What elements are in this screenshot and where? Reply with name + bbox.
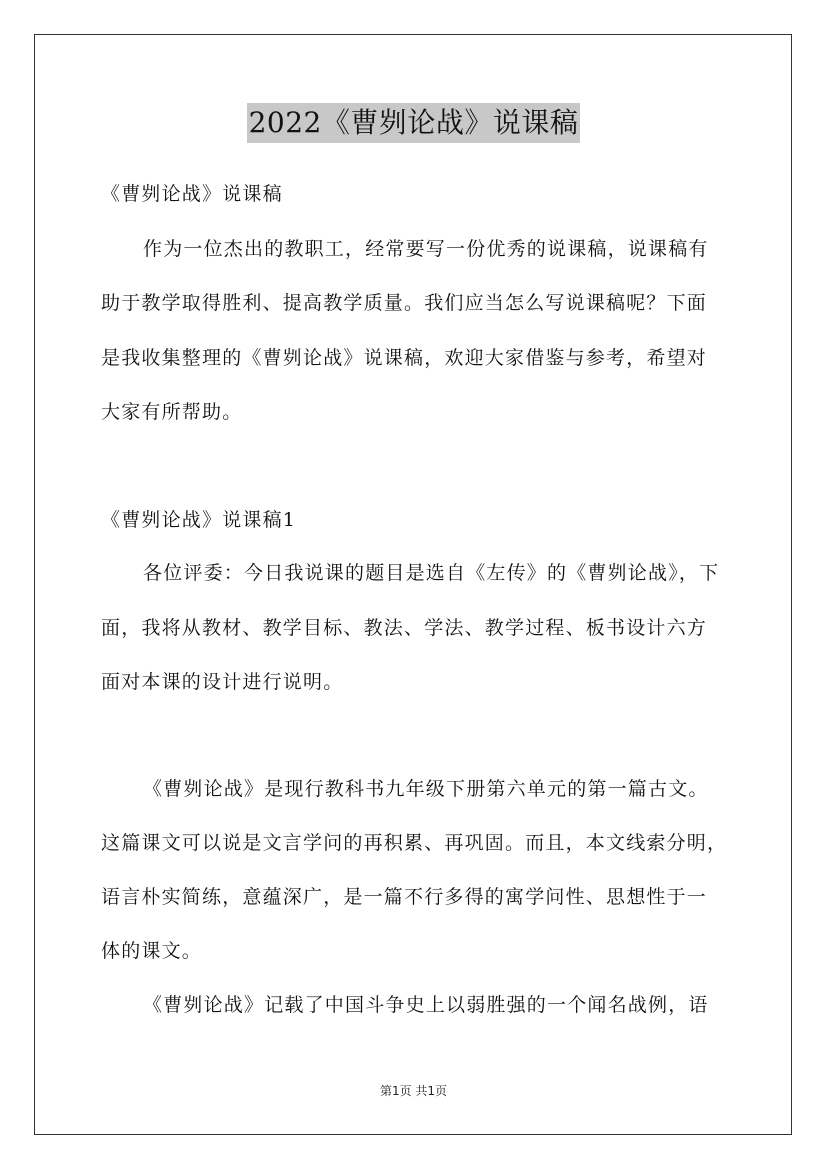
paragraph-line: 面，我将从教材、教学目标、教法、学法、教学过程、板书设计六方 <box>101 617 708 639</box>
paragraph-line: 作为一位杰出的教职工，经常要写一份优秀的说课稿，说课稿有 <box>143 238 709 260</box>
document-title: 2022《曹刿论战》说课稿 <box>247 103 581 143</box>
paragraph-line: 《曹刿论战》是现行教科书九年级下册第六单元的第一篇古文。 <box>143 778 709 800</box>
main-heading: 《曹刿论战》说课稿 <box>101 183 283 205</box>
page-footer: 第1页 共1页 <box>379 1084 448 1098</box>
title-container <box>0 103 827 143</box>
paragraph-line: 体的课文。 <box>101 940 203 962</box>
paragraph-line: 各位评委：今日我说课的题目是选自《左传》的《曹刿论战》，下 <box>143 562 720 584</box>
paragraph-line: 是我收集整理的《曹刿论战》说课稿，欢迎大家借鉴与参考，希望对 <box>101 347 708 369</box>
paragraph-line: 大家有所帮助。 <box>101 401 243 423</box>
section-heading: 《曹刿论战》说课稿1 <box>101 509 297 531</box>
paragraph-line: 语言朴实简练，意蕴深广，是一篇不行多得的寓学问性、思想性于一 <box>101 886 708 908</box>
paragraph-line: 面对本课的设计进行说明。 <box>101 671 344 693</box>
paragraph-line: 这篇课文可以说是文言学问的再积累、再巩固。而且，本文线索分明， <box>101 832 728 854</box>
paragraph-line: 助于教学取得胜利、提高教学质量。我们应当怎么写说课稿呢？下面 <box>101 292 708 314</box>
paragraph-line: 《曹刿论战》记载了中国斗争史上以弱胜强的一个闻名战例，语 <box>143 994 709 1016</box>
